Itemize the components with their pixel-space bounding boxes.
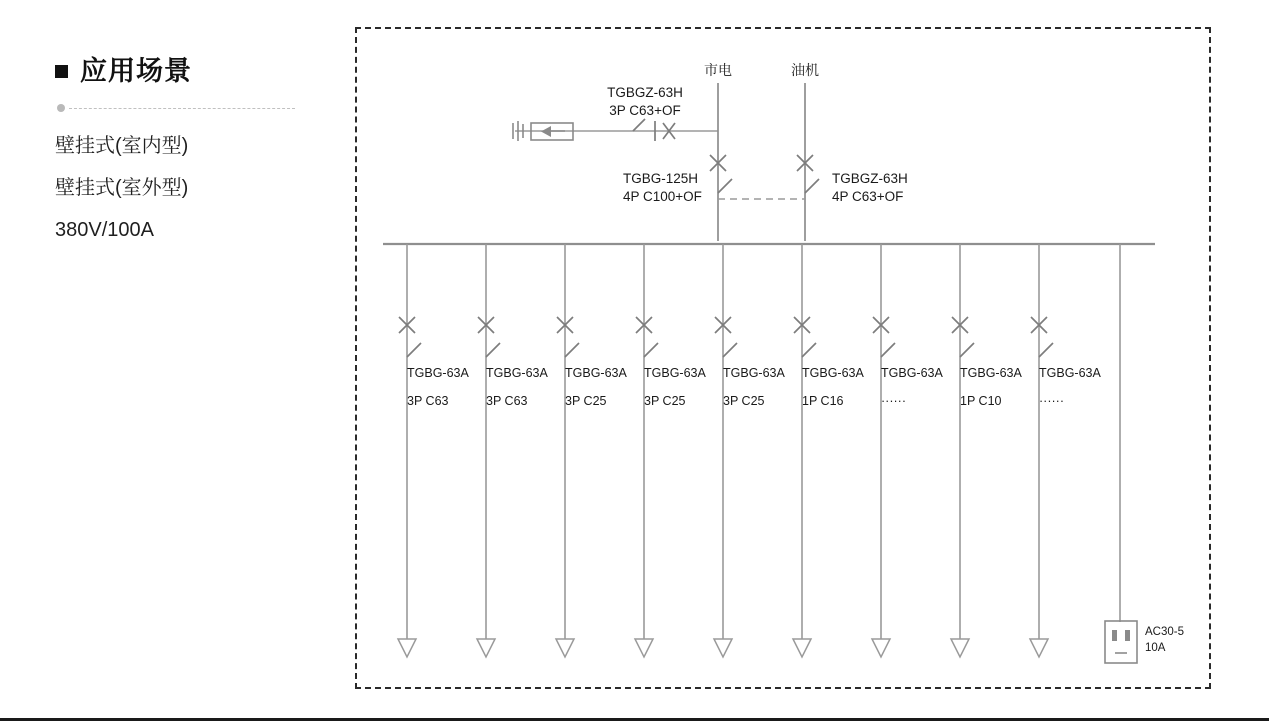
feeder-5-model-label: TGBG-63A — [723, 366, 785, 380]
main-breaker-1-spec-label: 4P C100+OF — [623, 189, 702, 204]
feeder-9-spec-label: ······ — [1039, 394, 1064, 408]
feeder-branch-3 — [556, 244, 627, 657]
feeder-2-spec-label: 3P C63 — [486, 394, 528, 408]
feeder-6-spec-label: 1P C16 — [802, 394, 844, 408]
feeder-2-model-label: TGBG-63A — [486, 366, 548, 380]
feeder-1-spec-label: 3P C63 — [407, 394, 449, 408]
divider-dot-icon — [57, 104, 65, 112]
feeder-1-model-label: TGBG-63A — [407, 366, 469, 380]
incoming-spec-label: 3P C63+OF — [609, 103, 681, 118]
feeder-branch-4 — [635, 244, 706, 657]
main-breaker-2-model-label: TGBGZ-63H — [832, 171, 908, 186]
divider-dashed-line — [69, 108, 295, 109]
main-breaker-generator-icon — [797, 155, 819, 193]
power-socket-icon — [1105, 621, 1137, 663]
socket-outlet-branch — [1105, 244, 1184, 663]
feeder-6-model-label: TGBG-63A — [802, 366, 864, 380]
feeder-8-model-label: TGBG-63A — [960, 366, 1022, 380]
feeder-branch-6 — [793, 244, 864, 657]
feeder-7-model-label: TGBG-63A — [881, 366, 943, 380]
feeder-3-model-label: TGBG-63A — [565, 366, 627, 380]
feeder-8-spec-label: 1P C10 — [960, 394, 1002, 408]
feeder-4-model-label: TGBG-63A — [644, 366, 706, 380]
feeder-branch-9 — [1030, 244, 1101, 657]
feeder-branch-7 — [872, 244, 943, 657]
left-info-panel — [55, 58, 315, 241]
source-label-mains: 市电 — [704, 62, 732, 78]
feeder-5-spec-label: 3P C25 — [723, 394, 765, 408]
spec-line-1: 壁挂式(室内型) — [55, 135, 189, 157]
main-breaker-2-spec-label: 4P C63+OF — [832, 189, 904, 204]
feeder-4-spec-label: 3P C25 — [644, 394, 686, 408]
incoming-model-label: TGBGZ-63H — [607, 85, 683, 100]
feeder-branch-8 — [951, 244, 1022, 657]
spec-line-3: 380V/100A — [55, 219, 154, 241]
single-line-diagram — [355, 27, 1211, 689]
feeder-7-spec-label: ······ — [881, 394, 906, 408]
section-heading-label: 应用场景 — [80, 56, 192, 86]
feeder-branch-1 — [398, 244, 469, 657]
incoming-switch-icon — [633, 119, 675, 141]
feeder-3-spec-label: 3P C25 — [565, 394, 607, 408]
feeder-branch-2 — [477, 244, 548, 657]
divider — [57, 103, 295, 113]
feeder-branch-5 — [714, 244, 785, 657]
source-label-generator: 油机 — [791, 62, 819, 78]
spec-line-2: 壁挂式(室外型) — [55, 177, 189, 199]
square-bullet-icon — [55, 65, 68, 78]
main-breaker-mains-icon — [710, 155, 732, 193]
main-breaker-1-model-label: TGBG-125H — [623, 171, 699, 186]
section-heading — [55, 58, 315, 85]
socket-model-label: AC30-5 — [1145, 626, 1184, 638]
socket-rating-label: 10A — [1145, 642, 1166, 654]
feeder-9-model-label: TGBG-63A — [1039, 366, 1101, 380]
